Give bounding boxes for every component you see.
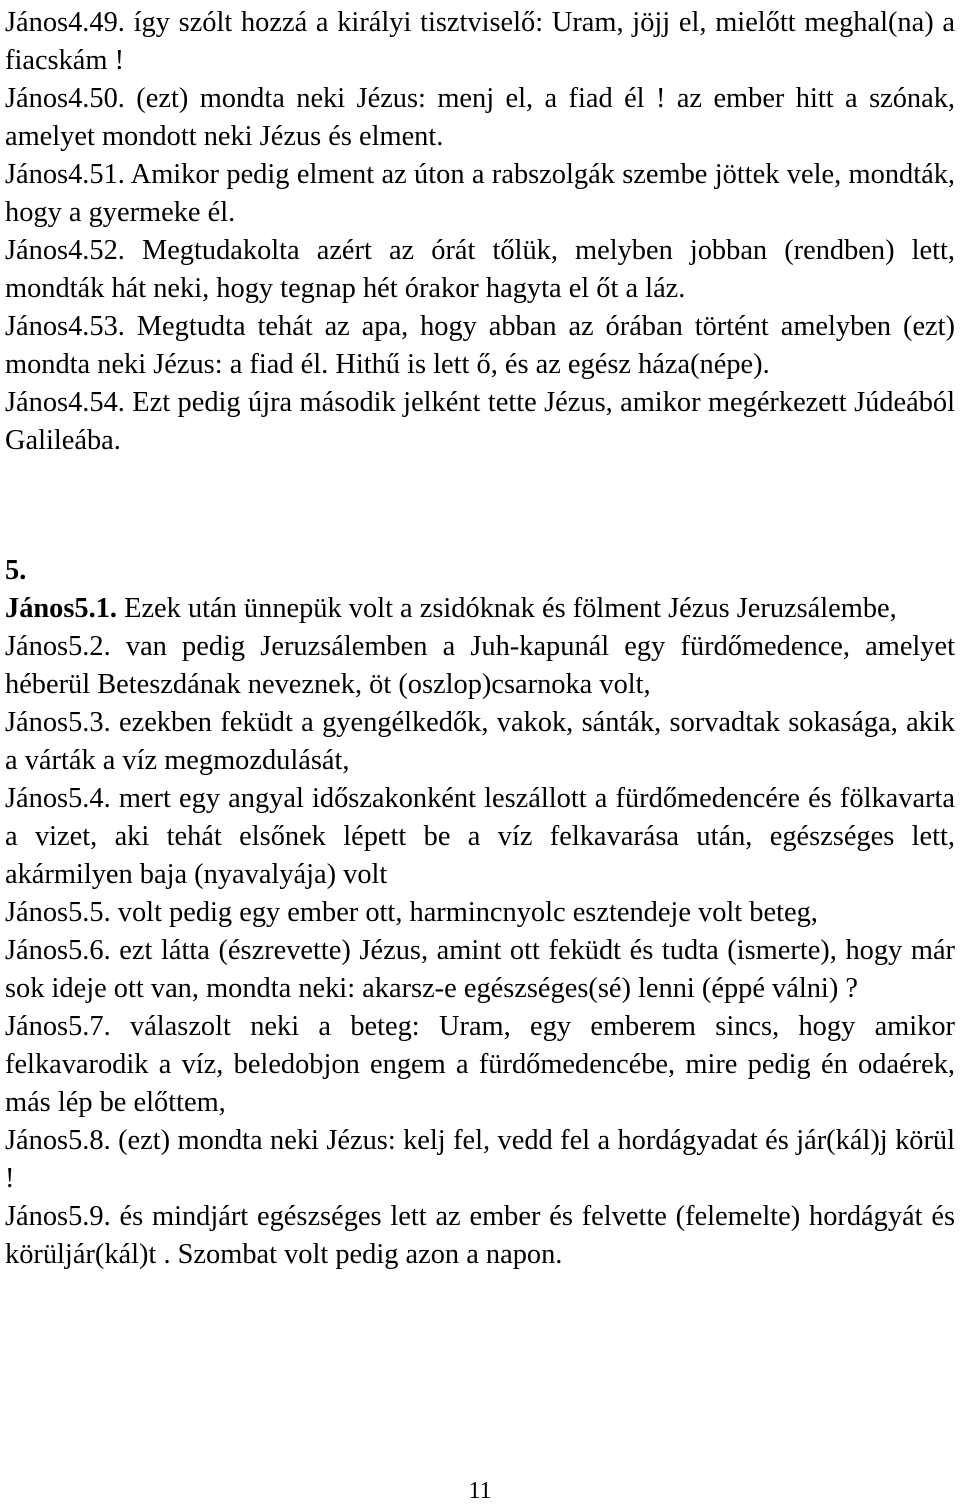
- document-page: [5, 0, 955, 1274]
- page-number: 11: [468, 1478, 492, 1504]
- verse-text: volt pedig egy ember ott, harmincnyolc esztendeje volt beteg,: [110, 897, 818, 928]
- verse-ref: János4.51.: [5, 159, 125, 190]
- verse-ref: János4.54.: [5, 387, 125, 418]
- verse-4-52: [5, 232, 955, 308]
- verse-text: ezt látta (észrevette) Jézus, amint ott feküdt és tudta (ismerte), hogy már sok ideje ott van, mondta neki: akarsz-e egészséges(sé) lenni (éppé válni) ?: [5, 935, 955, 1004]
- verse-4-53: [5, 308, 955, 384]
- verse-ref: János5.4.: [5, 783, 111, 814]
- verse-5-3: [5, 704, 955, 780]
- verse-ref: János5.9.: [5, 1201, 111, 1232]
- verse-4-54: [5, 384, 955, 460]
- verse-text: válaszolt neki a beteg: Uram, egy emberem sincs, hogy amikor felkavarodik a víz, beledobjon engem a fürdőmedencébe, mire pedig én odaérek, más lép be előttem,: [5, 1011, 955, 1118]
- verse-text: mert egy angyal időszakonként leszállott a fürdőmedencére és fölkavarta a vizet, aki tehát elsőnek lépett be a víz felkavarása után, egészséges lett, akármilyen baja (nyavalyája) volt: [5, 783, 955, 890]
- verse-ref: János4.52.: [5, 235, 125, 266]
- verse-ref: János5.2.: [5, 631, 111, 662]
- verse-text: Megtudta tehát az apa, hogy abban az órában történt amelyben (ezt) mondta neki Jézus: a fiad él. Hithű is lett ő, és az egész háza(népe).: [5, 311, 955, 380]
- verse-text: Ezek után ünnepük volt a zsidóknak és fölment Jézus Jeruzsálembe,: [117, 593, 897, 624]
- verse-ref: János5.8.: [5, 1125, 111, 1156]
- verse-5-4: [5, 780, 955, 894]
- verse-text: és mindjárt egészséges lett az ember és felvette (felemelte) hordágyát és körüljár(kál)t . Szombat volt pedig azon a napon.: [5, 1201, 955, 1270]
- verse-5-2: [5, 628, 955, 704]
- verse-5-6: [5, 932, 955, 1008]
- verse-ref: János5.6.: [5, 935, 111, 966]
- verse-4-51: [5, 156, 955, 232]
- verse-text: Amikor pedig elment az úton a rabszolgák szembe jöttek vele, mondták, hogy a gyermeke él.: [5, 159, 955, 228]
- verse-text: Ezt pedig újra második jelként tette Jézus, amikor megérkezett Júdeából Galileába.: [5, 387, 955, 456]
- chapter-5-verses: [5, 590, 955, 1274]
- verse-5-8: [5, 1122, 955, 1198]
- verse-ref: János5.1.: [5, 593, 118, 624]
- verse-text: van pedig Jeruzsálemben a Juh-kapunál egy fürdőmedence, amelyet héberül Beteszdának neveznek, öt (oszlop)csarnoka volt,: [5, 631, 955, 700]
- verse-5-1: [5, 590, 955, 628]
- verse-text: ezekben feküdt a gyengélkedők, vakok, sánták, sorvadtak sokasága, akik a várták a víz megmozdulását,: [5, 707, 955, 776]
- verse-ref: János4.50.: [5, 83, 125, 114]
- verse-4-49: [5, 4, 955, 80]
- verse-text: (ezt) mondta neki Jézus: menj el, a fiad él ! az ember hitt a szónak, amelyet mondott neki Jézus és elment.: [5, 83, 955, 152]
- verse-ref: János5.7.: [5, 1011, 111, 1042]
- verse-ref: János4.53.: [5, 311, 125, 342]
- verse-text: Megtudakolta azért az órát tőlük, melyben jobban (rendben) lett, mondták hát neki, hogy tegnap hét órakor hagyta el őt a láz.: [5, 235, 955, 304]
- verse-text: (ezt) mondta neki Jézus: kelj fel, vedd fel a hordágyadat és jár(kál)j körül !: [5, 1125, 955, 1194]
- verse-5-9: [5, 1198, 955, 1274]
- verse-ref: János5.3.: [5, 707, 111, 738]
- verse-ref: János4.49.: [5, 7, 125, 38]
- verse-5-7: [5, 1008, 955, 1122]
- verse-ref: János5.5.: [5, 897, 111, 928]
- chapter-4-verses: [5, 0, 955, 460]
- verse-4-50: [5, 80, 955, 156]
- verse-text: így szólt hozzá a királyi tisztviselő: Uram, jöjj el, mielőtt meghal(na) a fiacskám !: [5, 7, 955, 76]
- verse-5-5: [5, 894, 955, 932]
- chapter-heading: 5.: [5, 555, 27, 586]
